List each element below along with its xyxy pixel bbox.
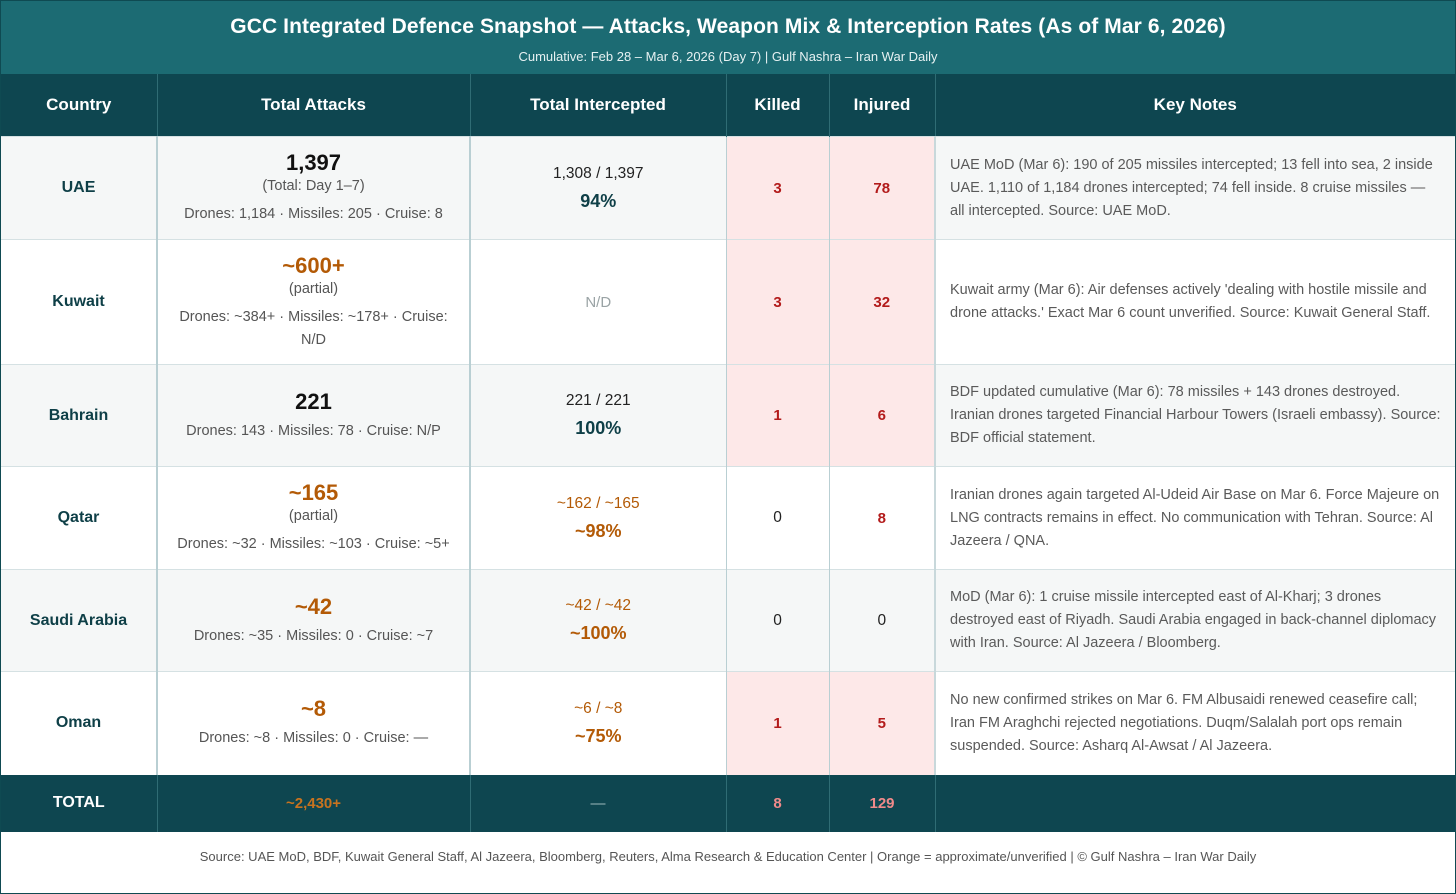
attacks-cell [157,240,470,365]
intercepted-ratio: 221 / 221 [565,392,631,409]
country-cell: Oman [1,672,157,775]
intercepted-ratio: N/D [585,293,612,311]
attacks-note: (Total: Day 1–7) [262,178,365,194]
column-header-total-intercepted: Total Intercepted [470,74,726,137]
weapon-mix: Drones: ~32 · Missiles: ~103 · Cruise: ~5+ [177,536,450,552]
injured-value: 78 [873,179,891,197]
table-row-kuwait [1,240,1455,365]
country-cell: Bahrain [1,365,157,467]
attacks-note: (partial) [288,508,339,524]
title-banner [1,1,1455,74]
killed-value: 1 [773,407,782,424]
attacks-total: 221 [295,388,332,414]
intercepted-cell [470,672,726,775]
page-subtitle: Cumulative: Feb 28 – Mar 6, 2026 (Day 7) | Gulf Nashra – Iran War Daily [518,49,938,64]
attacks-total: 1,397 [285,150,342,175]
column-header-key-notes: Key Notes [935,74,1455,137]
killed-cell [726,137,829,240]
column-header-killed: Killed [726,74,829,137]
weapon-mix: Drones: 143 · Missiles: 78 · Cruise: N/P [186,422,441,439]
injured-cell [829,467,935,570]
key-notes-cell: MoD (Mar 6): 1 cruise missile intercepted east of Al-Kharj; 3 drones destroyed east of Riyadh. Saudi Arabia engaged in back-channel diplomacy with Iran. Source: Al Jazeera / Bloomberg. [935,570,1455,672]
key-notes-cell: BDF updated cumulative (Mar 6): 78 missiles + 143 drones destroyed. Iranian drones targeted Financial Harbour Towers (Israeli embassy). Source: BDF official statement. [935,365,1455,467]
injured-value: 5 [877,714,886,732]
interception-rate: ~100% [569,623,627,643]
killed-cell [726,240,829,365]
key-notes-cell: UAE MoD (Mar 6): 190 of 205 missiles intercepted; 13 fell into sea, 2 inside UAE. 1,110 of 1,184 drones intercepted; 74 fell inside. 8 cruise missiles — all intercepted. Source: UAE MoD. [935,137,1455,240]
killed-value: 0 [773,509,782,526]
killed-cell [726,672,829,775]
killed-cell [726,467,829,570]
attacks-total: ~8 [300,696,327,722]
intercepted-ratio: ~42 / ~42 [565,597,631,614]
country-cell: Kuwait [1,240,157,365]
page-title: GCC Integrated Defence Snapshot — Attacks, Weapon Mix & Interception Rates (As of Mar 6, 2026) [230,15,1226,38]
total-killed: 8 [726,775,829,832]
table-header-row [1,74,1455,137]
table-row-saudi-arabia [1,570,1455,672]
total-intercepted: — [470,775,726,832]
country-cell: Saudi Arabia [1,570,157,672]
table-row-bahrain [1,365,1455,467]
intercepted-cell [470,240,726,365]
killed-value: 3 [773,179,782,197]
attacks-cell [157,137,470,240]
attacks-note: (partial) [288,280,339,297]
intercepted-cell [470,570,726,672]
total-row [1,775,1455,832]
column-header-injured: Injured [829,74,935,137]
table-row-qatar [1,467,1455,570]
intercepted-ratio: 1,308 / 1,397 [553,164,644,182]
killed-value: 3 [773,293,782,311]
injured-cell [829,672,935,775]
attacks-cell [157,672,470,775]
intercepted-cell [470,467,726,570]
total-attacks: ~2,430+ [157,775,470,832]
injured-cell [829,240,935,365]
interception-rate: 94% [580,190,617,211]
column-header-country: Country [1,74,157,137]
attacks-total: ~600+ [282,252,345,278]
injured-value: 8 [877,509,886,527]
attacks-cell [157,570,470,672]
interception-rate: 100% [575,418,622,438]
source-footer: Source: UAE MoD, BDF, Kuwait General Staff, Al Jazeera, Bloomberg, Reuters, Alma Research & Education Center | Orange = approximate/unverified | © Gulf Nashra – Iran War Daily [199,849,1257,864]
injured-value: 0 [877,611,887,629]
defence-table [1,74,1455,832]
total-injured: 129 [829,775,935,832]
table-row-oman [1,672,1455,775]
column-header-total-attacks: Total Attacks [157,74,470,137]
country-cell: UAE [1,137,157,240]
injured-cell [829,365,935,467]
weapon-mix: Drones: ~384+ · Missiles: ~178+ · Cruise: N/D [179,308,448,348]
intercepted-ratio: ~6 / ~8 [574,699,623,717]
total-label: TOTAL [1,775,157,832]
attacks-total: ~42 [294,593,333,619]
key-notes-cell: Iranian drones again targeted Al-Udeid Air Base on Mar 6. Force Majeure on LNG contracts remains in effect. No communication with Tehran. Source: Al Jazeera / QNA. [935,467,1455,570]
intercepted-cell [470,137,726,240]
key-notes-cell: No new confirmed strikes on Mar 6. FM Albusaidi renewed ceasefire call; Iran FM Araghchi rejected negotiations. Duqm/Salalah port ops remain suspended. Source: Asharq Al-Awsat / Al Jazeera. [935,672,1455,775]
attacks-cell [157,365,470,467]
attacks-total: ~165 [288,480,339,505]
killed-value: 0 [773,611,782,629]
table-row-uae [1,137,1455,240]
killed-cell [726,365,829,467]
interception-rate: ~75% [574,725,622,746]
killed-value: 1 [773,714,782,732]
injured-cell [829,570,935,672]
interception-rate: ~98% [574,520,622,541]
injured-value: 32 [873,293,891,311]
killed-cell [726,570,829,672]
intercepted-ratio: ~162 / ~165 [556,494,640,512]
intercepted-cell [470,365,726,467]
total-notes-empty [935,775,1455,832]
weapon-mix: Drones: ~35 · Missiles: 0 · Cruise: ~7 [193,627,434,644]
weapon-mix: Drones: ~8 · Missiles: 0 · Cruise: — [198,730,429,747]
attacks-cell [157,467,470,570]
injured-cell [829,137,935,240]
key-notes-cell: Kuwait army (Mar 6): Air defenses actively 'dealing with hostile missile and drone attacks.' Exact Mar 6 count unverified. Source: Kuwait General Staff. [935,240,1455,365]
weapon-mix: Drones: 1,184 · Missiles: 205 · Cruise: 8 [184,206,443,222]
injured-value: 6 [877,407,886,424]
country-cell: Qatar [1,467,157,570]
